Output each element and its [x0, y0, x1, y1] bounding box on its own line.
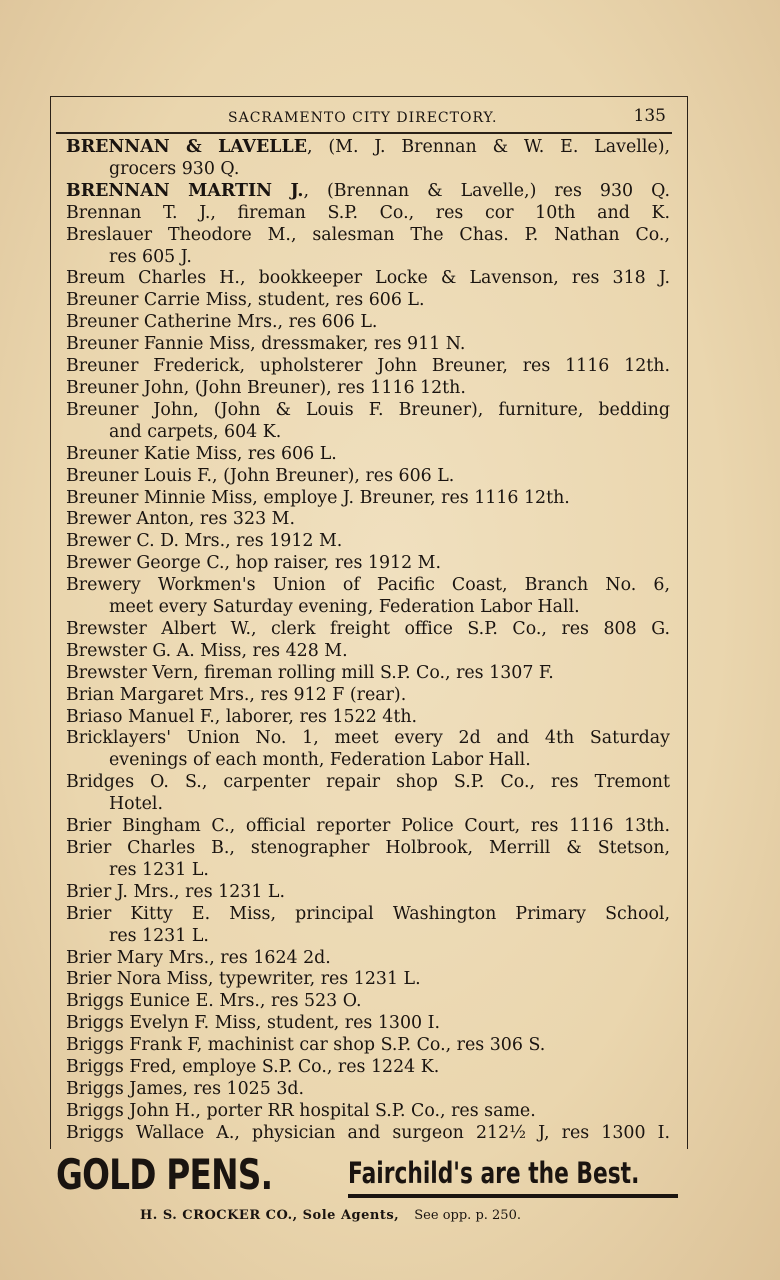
ad-see-reference: See opp. p. 250. [414, 1208, 521, 1223]
directory-entry: Briggs Fred, employe S.P. Co., res 1224 K. [66, 1057, 440, 1078]
directory-entry: Brier Kitty E. Miss, principal Washington Primary School, [66, 903, 670, 924]
directory-entry: Brier Charles B., stenographer Holbrook, Merrill & Stetson, [66, 838, 670, 858]
directory-entry: Brewery Workmen's Union of Pacific Coast, Branch No. 6, [66, 575, 670, 596]
directory-entries [66, 137, 670, 1145]
directory-entry: Brier Mary Mrs., res 1624 2d. [66, 947, 331, 968]
directory-entry: Breum Charles H., bookkeeper Locke & Lavenson, res 318 J. [66, 268, 670, 289]
directory-entry: Breuner Catherine Mrs., res 606 L. [66, 312, 378, 333]
directory-entry: Brier Nora Miss, typewriter, res 1231 L. [66, 969, 421, 990]
directory-entry: Bridges O. S., carpenter repair shop S.P. Co., res Tremont [66, 772, 670, 793]
entry-bold-name: BRENNAN MARTIN J. [66, 180, 304, 201]
directory-entry: Brier J. Mrs., res 1231 L. [66, 881, 286, 902]
entry-bold-name: BRENNAN & LAVELLE [66, 137, 307, 157]
directory-entry: evenings of each month, Federation Labor Hall. [109, 750, 531, 771]
directory-entry: Briggs James, res 1025 3d. [66, 1078, 305, 1099]
directory-entry: Breuner John, (John & Louis F. Breuner), furniture, bedding [66, 399, 670, 420]
directory-entry: Breuner Katie Miss, res 606 L. [66, 443, 337, 464]
directory-entry: Breuner Carrie Miss, student, res 606 L. [66, 290, 425, 311]
ad-agents-line [140, 1208, 521, 1223]
ad-underline [348, 1194, 678, 1198]
directory-entry: grocers 930 Q. [109, 158, 240, 179]
directory-entry: Hotel. [109, 794, 164, 815]
directory-entry: Brewer Anton, res 323 M. [66, 509, 295, 530]
directory-entry: Briggs Frank F, machinist car shop S.P. Co., res 306 S. [66, 1035, 546, 1056]
directory-entry: Brier Bingham C., official reporter Police Court, res 1116 13th. [66, 816, 670, 837]
directory-entry: Breslauer Theodore M., salesman The Chas. P. Nathan Co., [66, 224, 670, 245]
ad-headline: GOLD PENS. [56, 1150, 273, 1199]
directory-entry: Brewer C. D. Mrs., res 1912 M. [66, 531, 343, 552]
directory-entry: Breuner Frederick, upholsterer John Breuner, res 1116 12th. [66, 356, 670, 377]
directory-entry: Brennan T. J., fireman S.P. Co., res cor 10th and K. [66, 202, 670, 223]
running-header [60, 104, 674, 130]
directory-entry: Briggs Wallace A., physician and surgeon 212½ J, res 1300 I. [66, 1122, 670, 1143]
directory-entry: Brewster G. A. Miss, res 428 M. [66, 640, 348, 661]
directory-entry: and carpets, 604 K. [109, 421, 282, 442]
directory-entry: res 1231 L. [109, 925, 209, 946]
directory-entry: Briggs Eunice E. Mrs., res 523 O. [66, 991, 362, 1012]
directory-entry: Briggs Evelyn F. Miss, student, res 1300 I. [66, 1013, 441, 1034]
directory-entry: Briaso Manuel F., laborer, res 1522 4th. [66, 706, 418, 727]
directory-entry: meet every Saturday evening, Federation Labor Hall. [109, 597, 580, 618]
directory-entry: Breuner Louis F., (John Breuner), res 606 L. [66, 465, 455, 486]
directory-entry: Brewster Vern, fireman rolling mill S.P. Co., res 1307 F. [66, 662, 554, 683]
directory-entry: BRENNAN & LAVELLE, (M. J. Brennan & W. E. Lavelle), [66, 137, 671, 157]
directory-entry: Briggs John H., porter RR hospital S.P. Co., res same. [66, 1100, 536, 1121]
directory-entry: Breuner John, (John Breuner), res 1116 12th. [66, 377, 466, 398]
directory-entry: Brewer George C., hop raiser, res 1912 M. [66, 553, 442, 574]
page-number: 135 [633, 106, 666, 126]
ad-agents: H. S. CROCKER CO., Sole Agents, [140, 1208, 400, 1223]
ad-tagline: Fairchild's are the Best. [348, 1156, 640, 1190]
directory-entry: BRENNAN MARTIN J., (Brennan & Lavelle,) res 930 Q. [66, 180, 670, 201]
directory-entry: Bricklayers' Union No. 1, meet every 2d and 4th Saturday [66, 728, 670, 749]
directory-entry: Breuner Fannie Miss, dressmaker, res 911 N. [66, 334, 466, 355]
directory-entry: Breuner Minnie Miss, employe J. Breuner, res 1116 12th. [66, 487, 570, 508]
directory-entry: res 1231 L. [109, 859, 209, 880]
directory-entry: res 605 J. [109, 246, 192, 267]
header-rule [56, 132, 672, 134]
header-title: SACRAMENTO CITY DIRECTORY. [228, 110, 498, 126]
directory-entry: Brian Margaret Mrs., res 912 F (rear). [66, 684, 407, 705]
directory-entry: Brewster Albert W., clerk freight office S.P. Co., res 808 G. [66, 618, 670, 639]
